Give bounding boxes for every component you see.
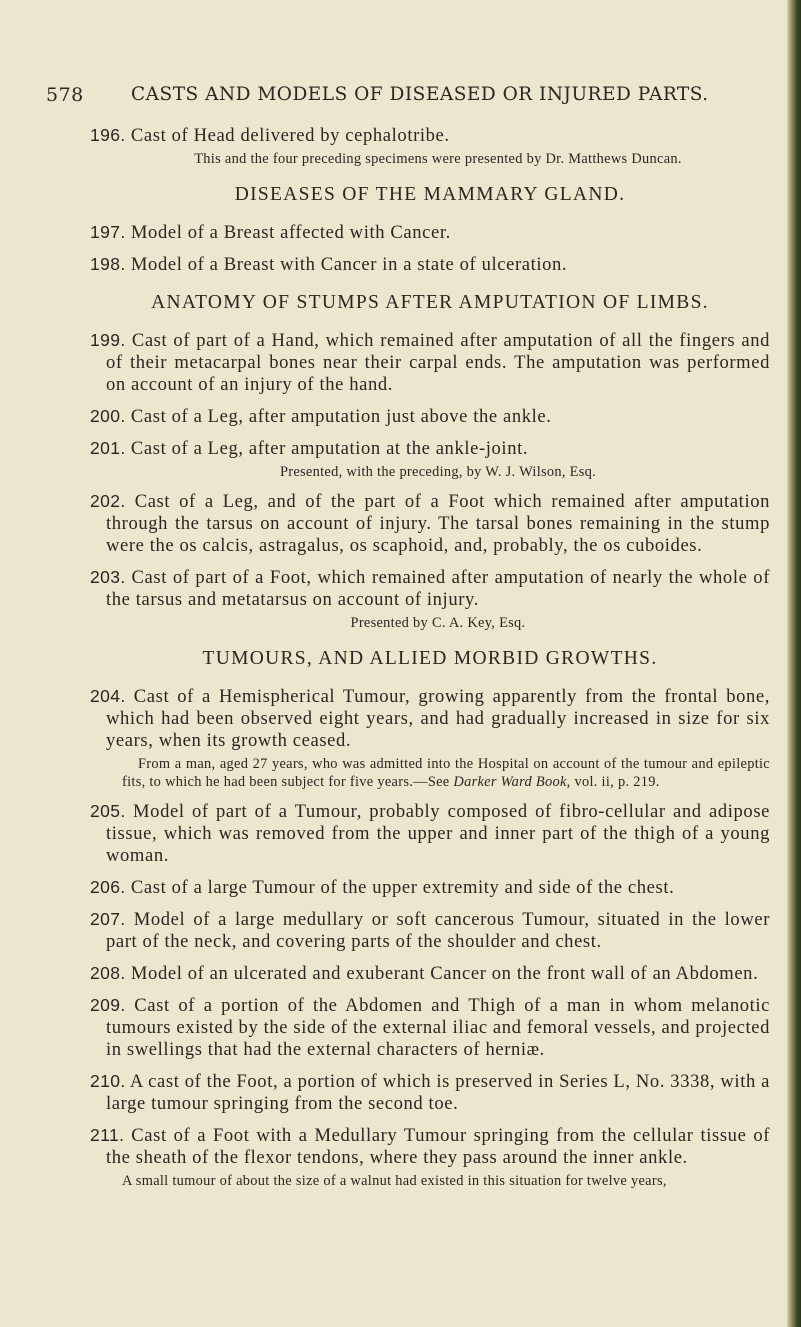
entry-note: A small tumour of about the size of a walnut had existed in this situation for twelve years,	[122, 1173, 667, 1189]
entry-text: Cast of a Leg, after amputation at the ankle-joint.	[130, 438, 529, 459]
catalogue-entry-209	[90, 994, 770, 1061]
catalogue-entry-201	[90, 437, 770, 481]
entry-number: 196.	[90, 125, 126, 145]
entry-text: Cast of a portion of the Abdomen and Thigh of a man in whom melanotic tumours existed by the side of the external iliac and femoral vessels, and projected in swellings that had the external characters of herniæ.	[106, 995, 770, 1060]
entry-note: Presented by C. A. Key, Esq.	[350, 615, 526, 631]
catalogue-entry-203	[90, 566, 770, 632]
entry-number: 205.	[90, 801, 126, 821]
entry-number: 207.	[90, 909, 126, 929]
entry-number: 208.	[90, 963, 126, 983]
entry-number: 201.	[90, 438, 126, 458]
catalogue-entry-208	[90, 962, 770, 985]
entry-note-reference: Darker Ward Book,	[453, 774, 571, 790]
entry-text: A cast of the Foot, a portion of which is preserved in Series L, No. 3338, with a large tumour springing from the second toe.	[106, 1071, 770, 1114]
catalogue-entry-210	[90, 1070, 770, 1115]
catalogue-entry-198	[90, 253, 770, 276]
page-content	[90, 124, 770, 1199]
entry-number: 200.	[90, 406, 126, 426]
catalogue-entry-205	[90, 800, 770, 867]
entry-text: Cast of a Leg, after amputation just above the ankle.	[130, 406, 552, 427]
entry-text: Cast of Head delivered by cephalotribe.	[130, 125, 450, 146]
section-heading-mammary: DISEASES OF THE MAMMARY GLAND.	[234, 184, 626, 205]
entry-text: Model of a Breast affected with Cancer.	[130, 222, 451, 243]
entry-number: 203.	[90, 567, 126, 587]
entry-text: Cast of a large Tumour of the upper extremity and side of the chest.	[130, 877, 675, 898]
entry-number: 209.	[90, 995, 126, 1015]
section-heading-stumps: ANATOMY OF STUMPS AFTER AMPUTATION OF LIMBS.	[151, 292, 709, 313]
entry-text: Model of a Breast with Cancer in a state of ulceration.	[130, 254, 568, 275]
entry-text: Cast of a Leg, and of the part of a Foot which remained after amputation through the tarsus on account of injury. The tarsal bones remaining in the stump were the os calcis, astragalus, os scaphoid, and, probably, the os cuboides.	[106, 491, 770, 556]
entry-text: Cast of part of a Foot, which remained after amputation of nearly the whole of the tarsus and metatarsus on account of injury.	[106, 567, 771, 610]
entry-number: 197.	[90, 222, 126, 242]
catalogue-entry-202	[90, 490, 770, 557]
entry-number: 204.	[90, 686, 126, 706]
catalogue-entry-207	[90, 908, 770, 953]
entry-note	[106, 755, 770, 791]
entry-note-end: vol. ii, p. 219.	[574, 774, 660, 790]
catalogue-entry-199	[90, 329, 770, 396]
entry-note: Presented, with the preceding, by W. J. Wilson, Esq.	[279, 464, 597, 480]
entry-number: 199.	[90, 330, 126, 350]
entry-note: This and the four preceding specimens were presented by Dr. Matthews Duncan.	[194, 151, 682, 167]
entry-note-main: From a man, aged 27 years, who was admitted into the Hospital on account of the tumour and epileptic fits, to which he had been subject for five years.—See	[122, 756, 770, 790]
catalogue-entry-196	[90, 124, 770, 168]
book-page-edge	[787, 0, 801, 1327]
catalogue-entry-200	[90, 405, 770, 428]
entry-number: 210.	[90, 1071, 126, 1091]
entry-number: 211.	[90, 1125, 125, 1145]
entry-text: Cast of part of a Hand, which remained after amputation of all the fingers and of their metacarpal bones near their carpal ends. The amputation was performed on account of an injury of the hand.	[106, 330, 770, 395]
catalogue-entry-197	[90, 221, 770, 244]
entry-text: Cast of a Foot with a Medullary Tumour springing from the cellular tissue of the sheath of the flexor tendons, where they pass around the inner ankle.	[106, 1125, 771, 1168]
entry-text: Model of part of a Tumour, probably composed of fibro-cellular and adipose tissue, which was removed from the upper and inner part of the thigh of a young woman.	[106, 801, 771, 866]
page-number: 578	[46, 84, 84, 106]
catalogue-entry-206	[90, 876, 770, 899]
catalogue-entry-211	[90, 1124, 770, 1190]
entry-number: 202.	[90, 491, 126, 511]
entry-text: Model of an ulcerated and exuberant Cancer on the front wall of an Abdomen.	[130, 963, 759, 984]
running-title: CASTS AND MODELS OF DISEASED OR INJURED PARTS.	[131, 84, 709, 105]
entry-text: Model of a large medullary or soft cancerous Tumour, situated in the lower part of the neck, and covering parts of the shoulder and chest.	[106, 909, 770, 952]
catalogue-entry-204	[90, 685, 770, 791]
entry-number: 198.	[90, 254, 126, 274]
entry-text: Cast of a Hemispherical Tumour, growing apparently from the frontal bone, which had been observed eight years, and had gradually increased in size for six years, when its growth ceased.	[106, 686, 770, 751]
entry-number: 206.	[90, 877, 126, 897]
section-heading-tumours: TUMOURS, AND ALLIED MORBID GROWTHS.	[202, 648, 658, 669]
